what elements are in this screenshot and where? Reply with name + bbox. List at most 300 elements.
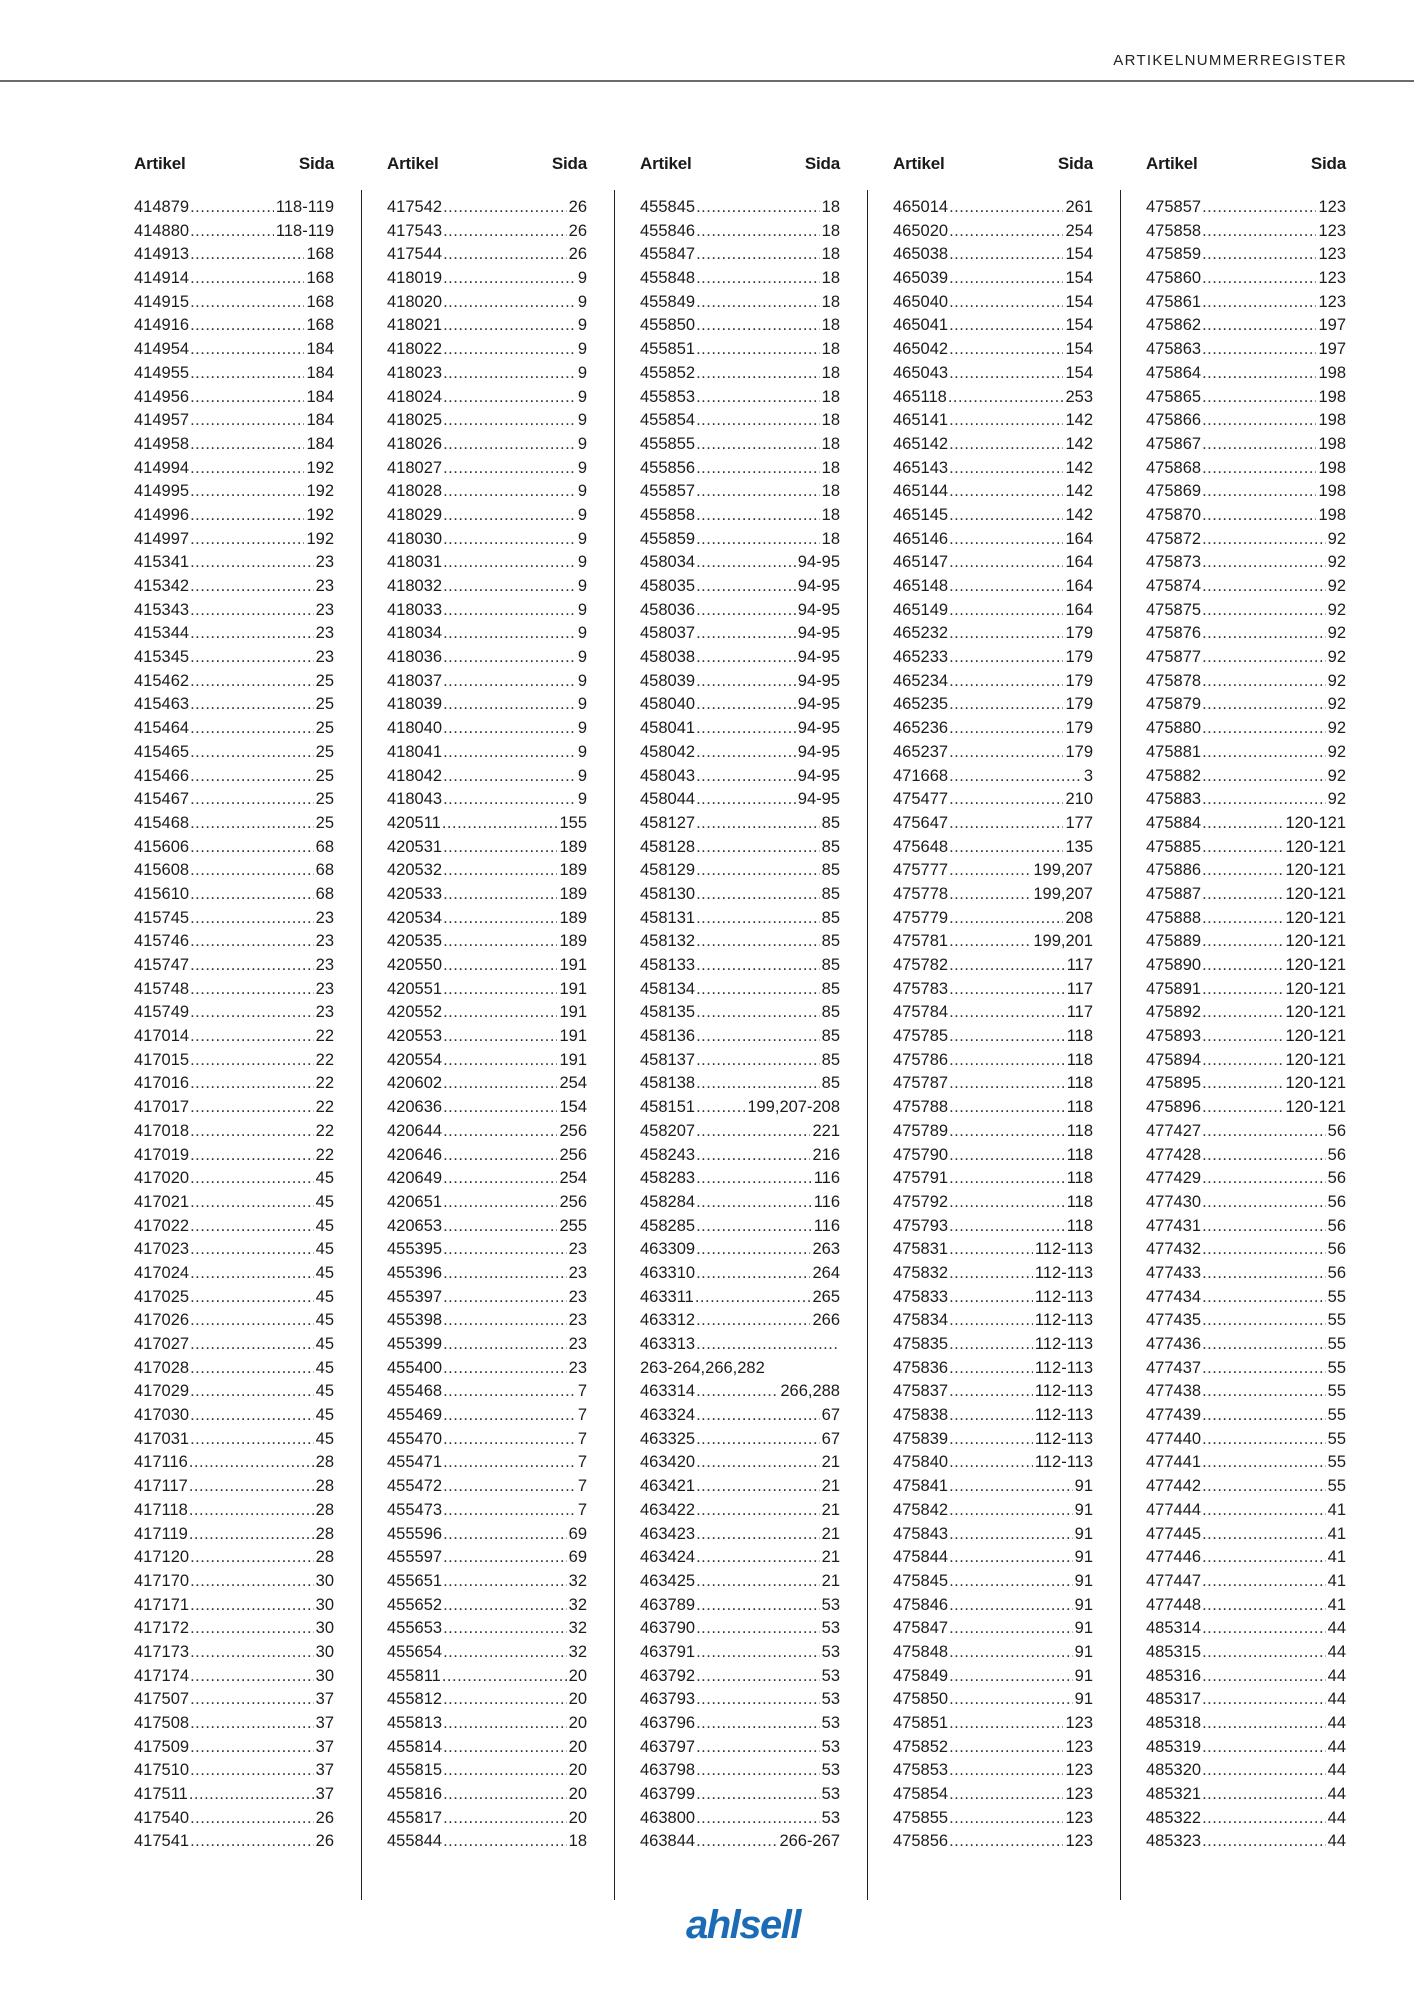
article-number: 417543	[387, 221, 443, 240]
article-number: 415344	[134, 624, 190, 643]
index-row	[1146, 646, 1346, 670]
dot-leader	[1202, 954, 1283, 978]
dot-leader	[443, 788, 576, 812]
page-number: 192	[306, 529, 334, 548]
dot-leader	[443, 1049, 557, 1073]
dot-leader	[190, 859, 314, 883]
article-number: 455845	[640, 198, 696, 216]
index-row	[893, 1830, 1093, 1854]
index-column-2	[387, 154, 587, 1851]
article-number: 458035	[640, 577, 696, 595]
page-number: 23	[315, 577, 334, 595]
page-number: 118	[1066, 1216, 1093, 1235]
index-column-5	[1146, 154, 1346, 1851]
dot-leader	[696, 220, 820, 244]
dot-leader	[190, 1641, 314, 1665]
index-row	[134, 646, 334, 670]
index-row	[1146, 362, 1346, 386]
dot-leader	[696, 1167, 812, 1191]
page-number: 3	[1083, 766, 1093, 785]
dot-leader	[190, 504, 304, 528]
dot-leader	[1202, 1641, 1326, 1665]
dot-leader	[443, 1286, 567, 1310]
dot-leader	[190, 954, 314, 978]
page-number: 191	[559, 956, 587, 974]
index-row	[387, 409, 587, 433]
article-number: 475788	[893, 1098, 949, 1117]
index-row	[640, 433, 840, 457]
page-number: 7	[577, 1382, 587, 1401]
page-number: 92	[1327, 671, 1346, 690]
article-number: 455654	[387, 1642, 443, 1661]
index-row	[134, 693, 334, 717]
index-row	[1146, 1001, 1346, 1025]
index-row	[134, 1546, 334, 1570]
page-number: 164	[1065, 600, 1093, 619]
index-row	[387, 1144, 587, 1168]
page-number: 256	[559, 1145, 587, 1164]
dot-leader	[190, 338, 304, 362]
article-number: 458127	[640, 813, 696, 832]
index-row	[640, 717, 840, 741]
index-row	[1146, 433, 1346, 457]
page-number: 112-113	[1034, 1287, 1093, 1306]
page-number: 37	[315, 1737, 334, 1756]
index-row	[893, 741, 1093, 765]
page-number: 112-113	[1034, 1311, 1093, 1330]
page-number: 191	[559, 1027, 587, 1046]
index-row	[387, 1759, 587, 1783]
index-row	[893, 433, 1093, 457]
index-row	[640, 622, 840, 646]
article-number: 477448	[1146, 1595, 1202, 1614]
dot-leader	[949, 551, 1063, 575]
article-number: 455851	[640, 340, 696, 359]
article-number: 485323	[1146, 1832, 1202, 1851]
page-number: 45	[315, 1192, 334, 1211]
index-row	[1146, 1072, 1346, 1096]
page-number: 53	[821, 1619, 840, 1638]
index-row	[387, 457, 587, 481]
index-row	[893, 1191, 1093, 1215]
article-number: 417031	[134, 1429, 190, 1448]
page-number: 23	[315, 624, 334, 643]
page-number: 23	[568, 1240, 587, 1259]
article-number: 458207	[640, 1121, 696, 1140]
index-row	[893, 504, 1093, 528]
page-number: 135	[1065, 837, 1093, 856]
dot-leader	[949, 1191, 1065, 1215]
page-number: 18	[821, 269, 840, 288]
page-number: 41	[1327, 1595, 1346, 1614]
index-row	[1146, 1120, 1346, 1144]
page-number: 184	[306, 340, 334, 359]
article-number: 477429	[1146, 1169, 1202, 1188]
dot-leader	[190, 1357, 314, 1381]
article-number: 417172	[134, 1619, 190, 1638]
index-row	[893, 1688, 1093, 1712]
page-number: 120-121	[1285, 1027, 1346, 1046]
article-number: 417507	[134, 1690, 190, 1709]
article-number: 458036	[640, 600, 696, 619]
index-row	[640, 1144, 840, 1168]
index-row	[134, 1309, 334, 1333]
article-number: 465237	[893, 742, 949, 761]
page-number: 44	[1327, 1808, 1346, 1827]
dot-leader	[190, 1120, 314, 1144]
dot-leader	[443, 1333, 567, 1357]
page-number: 85	[821, 908, 840, 927]
article-number: 418020	[387, 292, 443, 311]
article-number: 463789	[640, 1595, 696, 1614]
index-row	[387, 1783, 587, 1807]
article-number: 465141	[893, 411, 949, 430]
article-number: 475787	[893, 1074, 949, 1093]
index-row	[134, 1594, 334, 1618]
dot-leader	[443, 836, 557, 860]
dot-leader	[443, 1712, 567, 1736]
index-row	[893, 1451, 1093, 1475]
article-number: 477430	[1146, 1192, 1202, 1211]
article-number: 455846	[640, 221, 696, 240]
dot-leader	[696, 717, 796, 741]
dot-leader	[190, 1428, 314, 1452]
page-number: 44	[1327, 1714, 1346, 1732]
page-number: 91	[1074, 1642, 1093, 1661]
header-sida: Sida	[298, 154, 334, 173]
index-row	[134, 1688, 334, 1712]
index-row	[640, 1309, 840, 1333]
dot-leader	[443, 196, 567, 220]
page-number: 189	[559, 908, 587, 927]
index-rows	[134, 196, 334, 1854]
dot-leader	[949, 1451, 1033, 1475]
article-number: 475837	[893, 1382, 949, 1401]
article-number: 475892	[1146, 1003, 1202, 1022]
article-number: 420511	[387, 813, 441, 832]
dot-leader	[443, 1001, 557, 1025]
page-number: 117	[1066, 1003, 1093, 1022]
page-number: 179	[1065, 695, 1093, 714]
article-number: 475867	[1146, 434, 1202, 453]
dot-leader	[696, 551, 796, 575]
article-number: 485314	[1146, 1619, 1202, 1638]
article-number: 458042	[640, 742, 696, 761]
page-number: 120-121	[1285, 1050, 1346, 1069]
index-row-continuation	[640, 1357, 840, 1381]
index-row	[640, 1167, 840, 1191]
article-number: 475847	[893, 1619, 949, 1638]
article-number: 458136	[640, 1027, 696, 1046]
article-number: 458151	[640, 1098, 696, 1117]
page-number: 18	[821, 482, 840, 501]
dot-leader	[1202, 409, 1316, 433]
page-number: 20	[568, 1808, 587, 1827]
index-row	[1146, 1736, 1346, 1760]
index-column-1	[134, 154, 334, 1851]
dot-leader	[443, 575, 576, 599]
dot-leader	[696, 670, 796, 694]
page-number: 118	[1066, 1192, 1093, 1211]
dot-leader	[443, 267, 576, 291]
page-number: 221	[812, 1121, 840, 1140]
dot-leader	[949, 267, 1063, 291]
index-row	[134, 220, 334, 244]
article-number: 465042	[893, 340, 949, 359]
page-number: 266,288	[780, 1382, 840, 1401]
dot-leader	[696, 812, 820, 836]
index-row	[640, 1238, 840, 1262]
page-number: 41	[1327, 1571, 1346, 1590]
page-number: 32	[568, 1595, 587, 1614]
index-row	[640, 243, 840, 267]
index-row	[893, 1049, 1093, 1073]
index-row	[640, 314, 840, 338]
index-row	[640, 504, 840, 528]
article-number: 420602	[387, 1074, 443, 1093]
page-number: 123	[1065, 1808, 1093, 1827]
page-number: 120-121	[1285, 908, 1346, 927]
page-number: 25	[315, 719, 334, 738]
article-number: 418023	[387, 363, 443, 382]
header-artikel: Artikel	[1146, 154, 1198, 173]
dot-leader	[190, 291, 304, 315]
article-number: 458285	[640, 1216, 696, 1235]
page-number: 120-121	[1285, 1003, 1346, 1022]
index-row	[1146, 1712, 1346, 1736]
dot-leader	[1202, 646, 1326, 670]
index-row	[640, 386, 840, 410]
article-number: 417116	[134, 1453, 188, 1472]
article-number: 458132	[640, 932, 696, 951]
page-number: 18	[821, 411, 840, 430]
index-row	[134, 267, 334, 291]
page-number: 9	[577, 577, 587, 595]
article-number: 475861	[1146, 292, 1202, 311]
article-number: 414954	[134, 340, 190, 359]
article-number: 415610	[134, 884, 190, 903]
page-number: 198	[1318, 387, 1346, 406]
index-row	[1146, 1262, 1346, 1286]
article-number: 475870	[1146, 505, 1202, 524]
index-row	[893, 859, 1093, 883]
page-number: 142	[1065, 505, 1093, 524]
article-number: 463425	[640, 1571, 696, 1590]
article-number: 485318	[1146, 1714, 1202, 1732]
dot-leader	[443, 883, 557, 907]
page-number: 9	[577, 742, 587, 761]
index-row	[893, 907, 1093, 931]
article-number: 418029	[387, 505, 443, 524]
article-number: 455469	[387, 1406, 443, 1425]
index-row	[640, 551, 840, 575]
page-number: 123	[1318, 245, 1346, 264]
dot-leader	[1202, 1191, 1326, 1215]
index-row	[1146, 1641, 1346, 1665]
index-row	[893, 883, 1093, 907]
article-number: 465014	[893, 198, 949, 216]
page-number: 26	[315, 1808, 334, 1827]
index-row	[387, 1096, 587, 1120]
index-row	[1146, 1523, 1346, 1547]
page-number: 189	[559, 837, 587, 856]
index-row	[640, 1191, 840, 1215]
index-row	[387, 504, 587, 528]
index-row	[387, 1357, 587, 1381]
article-number: 455854	[640, 411, 696, 430]
article-number: 475879	[1146, 695, 1202, 714]
index-row	[387, 1617, 587, 1641]
dot-leader	[1202, 670, 1326, 694]
dot-leader	[190, 883, 314, 907]
article-number: 475846	[893, 1595, 949, 1614]
index-row	[387, 954, 587, 978]
page-number: 118	[1066, 1098, 1093, 1117]
dot-leader	[949, 1380, 1033, 1404]
article-number: 455814	[387, 1737, 443, 1756]
page-number: 55	[1327, 1453, 1346, 1472]
index-row	[134, 1357, 334, 1381]
index-row	[387, 1665, 587, 1689]
page-number: 53	[821, 1595, 840, 1614]
dot-leader	[190, 1309, 314, 1333]
dot-leader	[1202, 859, 1283, 883]
article-number: 477427	[1146, 1121, 1202, 1140]
index-row	[134, 812, 334, 836]
article-number: 455844	[387, 1832, 443, 1851]
index-rows	[387, 196, 587, 1854]
page-number: 9	[577, 387, 587, 406]
page-number: 18	[821, 198, 840, 216]
article-number: 463790	[640, 1619, 696, 1638]
dot-leader	[1202, 812, 1283, 836]
index-row	[893, 1594, 1093, 1618]
page-number: 94-95	[797, 600, 840, 619]
article-number: 475841	[893, 1477, 949, 1496]
article-number: 475833	[893, 1287, 949, 1306]
article-number: 477445	[1146, 1524, 1202, 1543]
dot-leader	[696, 1451, 820, 1475]
index-row	[1146, 1688, 1346, 1712]
page-number: 118	[1066, 1145, 1093, 1164]
article-number: 455597	[387, 1548, 443, 1567]
index-row	[134, 1523, 334, 1547]
dot-leader	[949, 196, 1063, 220]
dot-leader	[949, 220, 1063, 244]
page-number: 20	[568, 1761, 587, 1780]
dot-leader	[190, 243, 304, 267]
article-number: 463800	[640, 1808, 696, 1827]
dot-leader	[949, 883, 1031, 907]
article-number: 455852	[640, 363, 696, 382]
page-number: 192	[306, 505, 334, 524]
dot-leader	[696, 1617, 820, 1641]
index-row	[387, 362, 587, 386]
index-row	[387, 1120, 587, 1144]
article-number: 475844	[893, 1548, 949, 1567]
dot-leader	[190, 528, 304, 552]
index-row	[640, 765, 840, 789]
page-number: 155	[559, 813, 587, 832]
article-number: 475834	[893, 1311, 949, 1330]
article-number: 415745	[134, 908, 190, 927]
dot-leader	[190, 930, 314, 954]
dot-leader	[190, 978, 314, 1002]
index-row	[134, 1120, 334, 1144]
page-number: 94-95	[797, 742, 840, 761]
article-number: 418021	[387, 316, 443, 335]
index-row	[640, 1712, 840, 1736]
dot-leader	[190, 386, 304, 410]
dot-leader	[949, 1238, 1033, 1262]
dot-leader	[443, 1238, 567, 1262]
dot-leader	[1202, 528, 1326, 552]
dot-leader	[1202, 1546, 1326, 1570]
index-rows	[640, 196, 840, 1854]
dot-leader	[190, 622, 314, 646]
dot-leader	[1202, 1215, 1326, 1239]
index-row	[387, 1736, 587, 1760]
article-number: 475869	[1146, 482, 1202, 501]
page-number: 154	[1065, 292, 1093, 311]
index-row	[134, 670, 334, 694]
dot-leader	[949, 1807, 1063, 1831]
dot-leader	[443, 1072, 557, 1096]
article-number: 420653	[387, 1216, 443, 1235]
dot-leader	[190, 1167, 314, 1191]
index-row	[640, 741, 840, 765]
index-row	[893, 812, 1093, 836]
index-row	[893, 670, 1093, 694]
index-row	[1146, 812, 1346, 836]
page-number: 85	[821, 837, 840, 856]
index-row	[893, 551, 1093, 575]
index-row	[893, 1262, 1093, 1286]
dot-leader	[1202, 1499, 1326, 1523]
index-row	[893, 1570, 1093, 1594]
index-rows	[1146, 196, 1346, 1854]
index-row	[387, 1072, 587, 1096]
article-number: 417510	[134, 1761, 190, 1780]
article-number: 420649	[387, 1169, 443, 1188]
index-row	[893, 1215, 1093, 1239]
article-number: 414913	[134, 245, 190, 264]
page-number: 20	[568, 1666, 587, 1685]
dot-leader	[696, 1001, 820, 1025]
article-number: 415343	[134, 600, 190, 619]
page-number: 191	[559, 979, 587, 998]
index-row	[134, 575, 334, 599]
article-number: 418028	[387, 482, 443, 501]
page-number: 45	[315, 1240, 334, 1259]
index-row	[134, 1333, 334, 1357]
article-number: 418034	[387, 624, 443, 643]
index-row	[893, 1238, 1093, 1262]
article-number: 477447	[1146, 1571, 1202, 1590]
page-number: 55	[1327, 1477, 1346, 1496]
index-row	[640, 883, 840, 907]
page-number: 23	[568, 1335, 587, 1353]
index-row	[387, 196, 587, 220]
dot-leader	[190, 314, 304, 338]
dot-leader	[1202, 314, 1316, 338]
page-number: 91	[1074, 1477, 1093, 1496]
page-number: 37	[315, 1714, 334, 1732]
dot-leader	[190, 1286, 314, 1310]
dot-leader	[190, 1546, 314, 1570]
page-number: 117	[1066, 979, 1093, 998]
header-artikel: Artikel	[893, 154, 945, 173]
